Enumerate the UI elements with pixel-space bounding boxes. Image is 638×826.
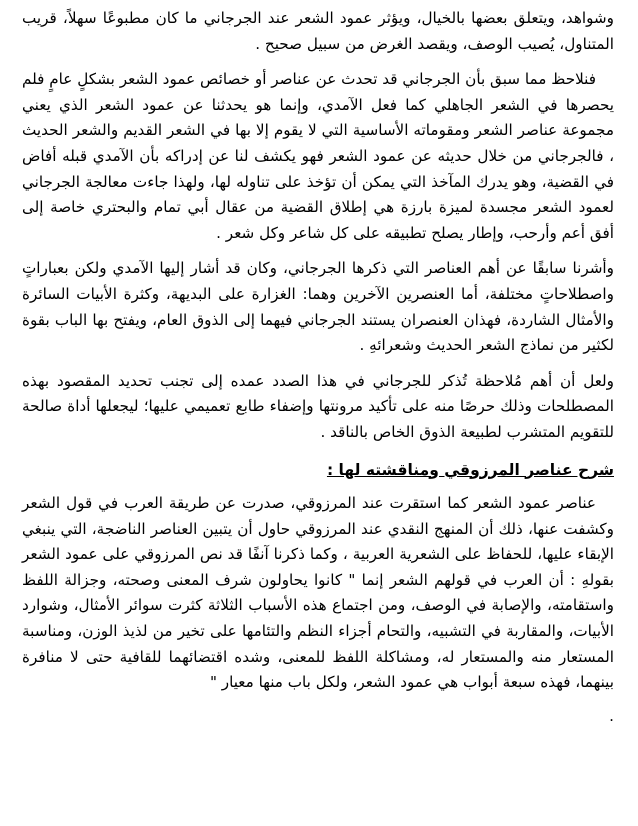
paragraph-jurjani-elements: فنلاحظ مما سبق بأن الجرجاني قد تحدث عن عناصر أو خصائص عمود الشعر بشكلٍ عامٍ فلم يحصرها في الشعر الجاهلي كما فعل الآمدي، وإنما هو يحدثنا عن عمود الشعر الذي يعني مجموعة عناصر الشعر ومقوماته الأساسية التي لا يقوم إلا بها في الشعر القديم والشعر الحديث ، فالجرجاني من خلال حديثه عن عمود الشعر فهو يكشف لنا عن إدراكه بأن الآمدي قبله أفاض في القضية، وهو يدرك المآخذ التي يمكن أن تؤخذ على تناوله لها، ولهذا جاءت معالجة الجرجاني لعمود الشعر مجسدة لميزة بارزة هي إطلاق القضية من عقال أبي تمام والبحتري خاصة إلى أفق أعم وأرحب، وإطار يصلح تطبيقه على كل شاعر وكل شعر .	[22, 70, 614, 242]
paragraph-marzouqi-elements: عناصر عمود الشعر كما استقرت عند المرزوقي، صدرت عن طريقة العرب في قول الشعر وكشفت عنها، ذلك أن المنهج النقدي عند المرزوقي حاول أن يتبين العناصر الناضجة، التي ينبغي الإبقاء عليها، للحفاظ على الشعرية العربية ، وكما ذكرنا آنفًا قد نص المرزوقي على عمود الشعر بقولهِ : أن العرب في قولهم الشعر إنما " كانوا يحاولون شرف المعنى وصحته، وجزالة اللفظ واستقامته، والإصابة في الوصف، ومن اجتماع هذه الأسباب الثلاثة كثرت سوائر الأمثال، وشوارد الأبيات، والمقاربة في التشبيه، والتحام أجزاء النظم والتئامها على تخير من لذيذ الوزن، ومناسبة المستعار منه والمستعار له، ومشاكلة اللفظ للمعنى، وشده اقتضائهما للقافية حتى لا منافرة بينهما، فهذه سبعة أبواب هي عمود الشعر، ولكل باب منها معيار "	[22, 494, 614, 692]
paragraph-amidi-comparison: وأشرنا سابقًا عن أهم العناصر التي ذكرها الجرجاني، وكان قد أشار إليها الآمدي ولكن بعباراتٍ واصطلاحاتٍ مختلفة، أما العنصرين الآخرين وهما: الغزارة على البديهة، وكثرة الأبيات السائرة والأمثال الشاردة، فهذان العنصران يستند الجرجاني فيهما إلى الذوق العام، ويفتح بها الباب بقوة لكثير من نماذج الشعر الحديث وشعرائهِ .	[22, 259, 614, 355]
trailing-dot: .	[609, 706, 614, 725]
section-heading: شرح عناصر المرزوقي ومناقشته لها :	[326, 460, 614, 479]
paragraph-terminology-note: ولعل أن أهم مُلاحظة تُذكر للجرجاني في هذا الصدد عمده إلى تجنب تحديد المقصود بهذه المصطلحات وذلك حرصًا منه على تأكيد مرونتها وإضفاء طابع تعميمي عليها؛ ليجعلها أداة صالحة للتقويم المتشرب لطبيعة الذوق الخاص بالناقد .	[22, 371, 614, 441]
paragraph-intro: وشواهد، ويتعلق بعضها بالخيال، ويؤثر عمود الشعر عند الجرجاني ما كان مطبوعًا سهلاً، قريب المتناول، يُصيب الوصف، ويقصد الغرض من سبيل صحيح .	[22, 9, 614, 53]
